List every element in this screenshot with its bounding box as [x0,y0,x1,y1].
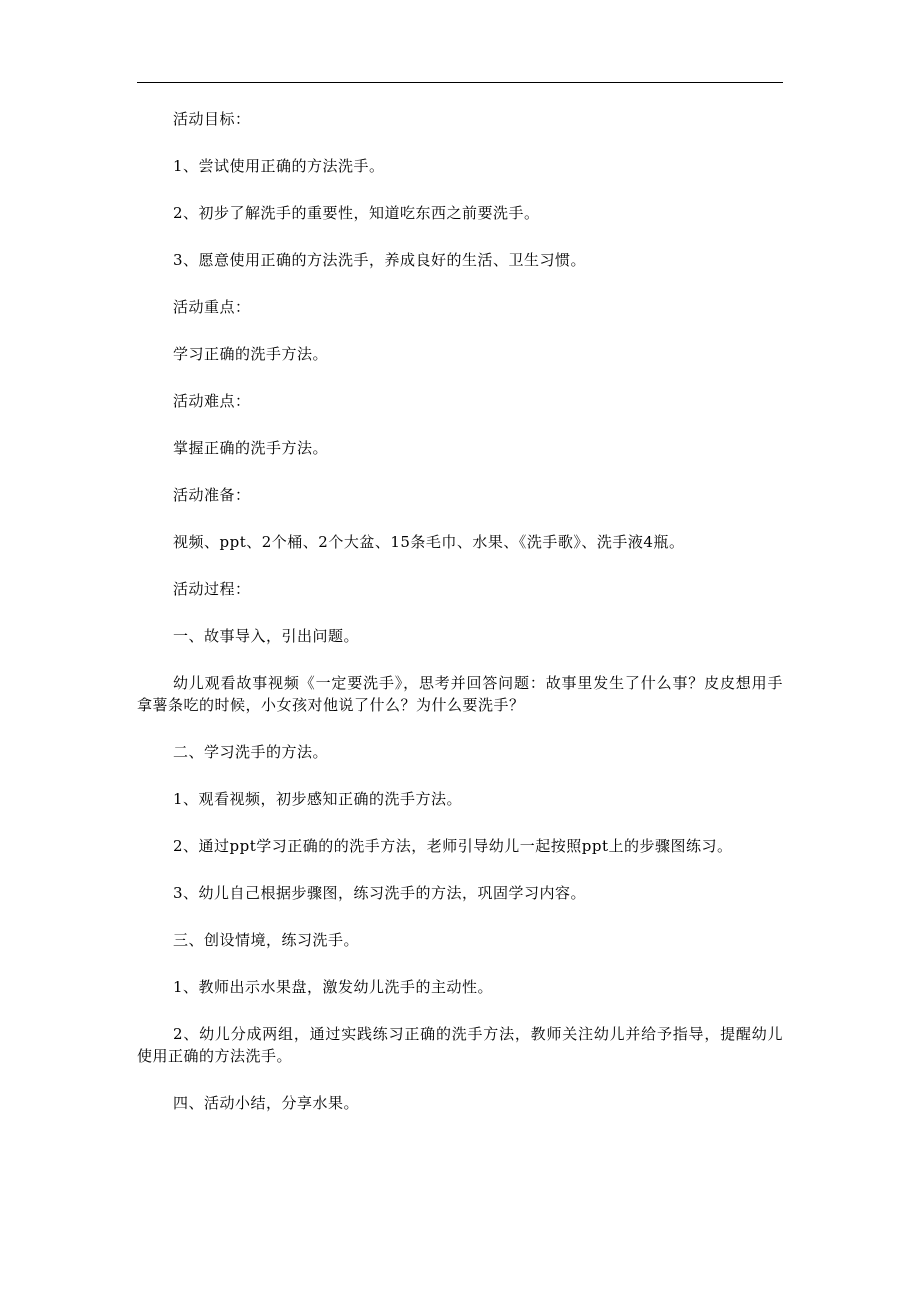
section-heading: 四、活动小结，分享水果。 [173,1094,360,1112]
heading-process: 活动过程： [173,580,251,598]
heading-key-points: 活动重点： [173,298,251,316]
list-item: 1、观看视频，初步感知正确的洗手方法。 [173,790,463,808]
paragraph: 掌握正确的洗手方法。 [173,439,329,457]
list-item: 2、幼儿分成两组，通过实践练习正确的洗手方法，教师关注幼儿并给予指导，提醒幼儿使用正确的方法洗手。 [137,1025,783,1065]
section-heading: 三、创设情境，练习洗手。 [173,931,360,949]
document-body [137,108,783,1139]
list-item: 2、通过ppt学习正确的的洗手方法，老师引导幼儿一起按照ppt上的步骤图练习。 [173,837,733,855]
paragraph: 视频、ppt、2个桶、2个大盆、15条毛巾、水果、《洗手歌》、洗手液4瓶。 [173,533,685,551]
heading-difficulties: 活动难点： [173,392,251,410]
section-heading: 一、故事导入，引出问题。 [173,627,360,645]
heading-objectives: 活动目标： [173,110,251,128]
paragraph: 幼儿观看故事视频《一定要洗手》，思考并回答问题：故事里发生了什么事？皮皮想用手拿薯条吃的时候，小女孩对他说了什么？为什么要洗手？ [137,674,783,714]
list-item: 3、幼儿自己根据步骤图，练习洗手的方法，巩固学习内容。 [173,884,587,902]
list-item: 2、初步了解洗手的重要性，知道吃东西之前要洗手。 [173,204,540,222]
paragraph: 学习正确的洗手方法。 [173,345,329,363]
list-item: 1、尝试使用正确的方法洗手。 [173,157,385,175]
header-rule [137,82,783,83]
heading-preparation: 活动准备： [173,486,251,504]
section-heading: 二、学习洗手的方法。 [173,743,329,761]
list-item: 1、教师出示水果盘，激发幼儿洗手的主动性。 [173,978,494,996]
list-item: 3、愿意使用正确的方法洗手，养成良好的生活、卫生习惯。 [173,251,587,269]
